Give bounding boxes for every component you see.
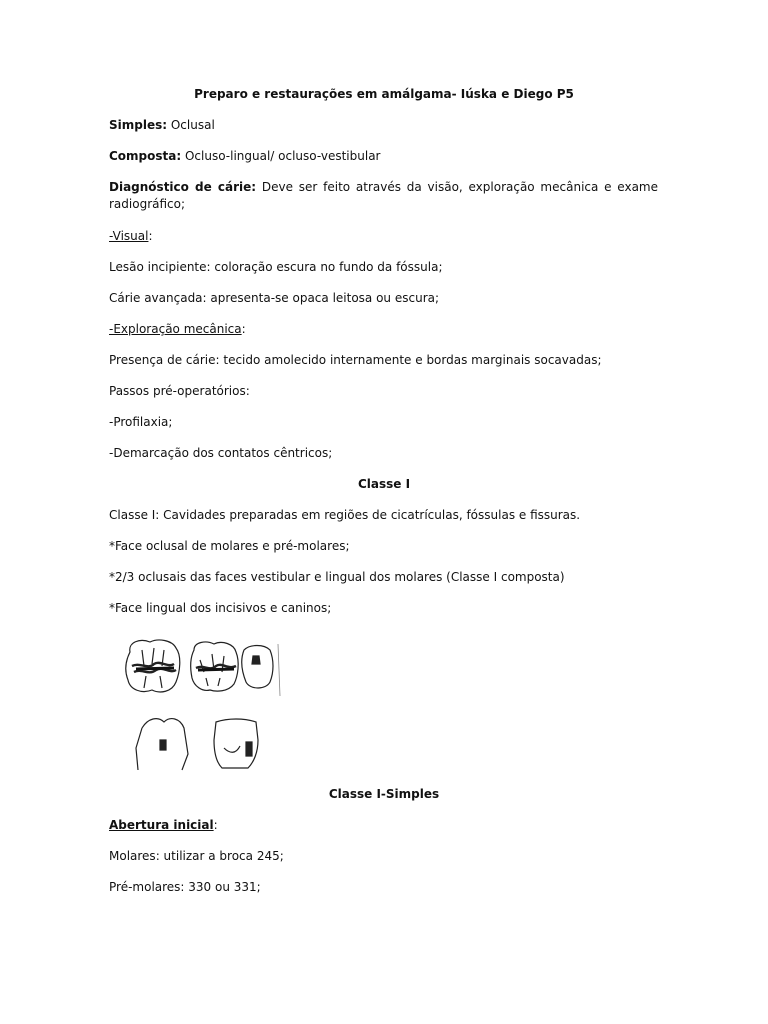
tooth-illustration — [118, 636, 290, 774]
visual-heading-line — [109, 228, 153, 245]
demarcacao-line: -Demarcação dos contatos cêntricos; — [109, 446, 333, 460]
diagnostico-paragraph — [109, 179, 658, 213]
classe-i-definition: Classe I: Cavidades preparadas em regiões de cicatrículas, fóssulas e fissuras. — [109, 508, 581, 522]
classe-i-heading: Classe I — [357, 477, 411, 491]
exploracao-colon: : — [241, 322, 246, 336]
simples-line — [109, 117, 215, 134]
visual-colon: : — [148, 229, 153, 243]
abertura-heading-line — [109, 817, 218, 834]
composta-text: Ocluso-lingual/ ocluso-vestibular — [181, 149, 381, 163]
face-oclusal-line: *Face oclusal de molares e pré-molares; — [109, 539, 350, 553]
molar-occlusal-2 — [191, 642, 238, 691]
passos-line: Passos pré-operatórios: — [109, 384, 250, 398]
exploracao-heading: -Exploração mecânica — [109, 322, 242, 336]
simples-label: Simples: — [109, 118, 168, 132]
molares-line: Molares: utilizar a broca 245; — [109, 849, 284, 863]
composta-line — [109, 148, 380, 165]
profilaxia-line: -Profilaxia; — [109, 415, 173, 429]
diagnostico-label: Diagnóstico de cárie: — [109, 180, 257, 194]
simples-text: Oclusal — [167, 118, 215, 132]
two-thirds-line: *2/3 oclusais das faces vestibular e lingual dos molares (Classe I composta) — [109, 570, 565, 584]
lesao-line: Lesão incipiente: coloração escura no fundo da fóssula; — [109, 260, 443, 274]
visual-heading: -Visual — [109, 229, 149, 243]
abertura-colon: : — [213, 818, 218, 832]
composta-label: Composta: — [109, 149, 182, 163]
carie-avancada-line: Cárie avançada: apresenta-se opaca leitosa ou escura; — [109, 291, 440, 305]
face-lingual-line: *Face lingual dos incisivos e caninos; — [109, 601, 332, 615]
anterior-tooth-lingual — [242, 644, 280, 696]
pre-molares-line: Pré-molares: 330 ou 331; — [109, 880, 261, 894]
document-title: Preparo e restaurações em amálgama- Iúska e Diego P5 — [194, 87, 574, 101]
abertura-heading: Abertura inicial — [109, 818, 214, 832]
molar-buccal-view — [136, 719, 188, 770]
molar-occlusal-1 — [126, 640, 180, 692]
presenca-line: Presença de cárie: tecido amolecido internamente e bordas marginais socavadas; — [109, 353, 602, 367]
molar-lingual-view — [214, 719, 258, 768]
exploracao-heading-line — [109, 321, 246, 338]
diagnostico-text: Deve ser feito através da visão, exploração mecânica e exame radiográfico; — [109, 180, 658, 211]
classe-i-simples-heading: Classe I-Simples — [328, 787, 440, 801]
